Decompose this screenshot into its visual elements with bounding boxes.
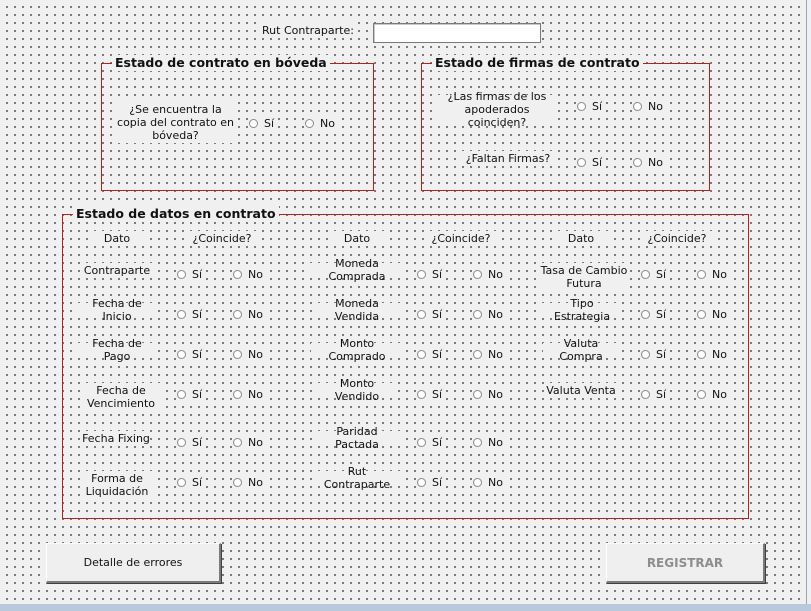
contract-data-title: Estado de datos en contrato <box>73 206 279 222</box>
radio-circle <box>233 310 242 319</box>
signatures-match-no-radio[interactable]: No <box>633 98 667 114</box>
row-yes-radio[interactable]: Sí <box>641 386 670 402</box>
row-no-radio[interactable]: No <box>233 434 267 450</box>
row-yes-radio[interactable]: Sí <box>641 266 670 282</box>
row-no-radio[interactable]: No <box>473 266 507 282</box>
row-no-radio[interactable]: No <box>473 434 507 450</box>
vault-status-title: Estado de contrato en bóveda <box>112 55 330 71</box>
row-yes-radio[interactable]: Sí <box>641 346 670 362</box>
radio-circle <box>473 350 482 359</box>
row-yes-radio[interactable]: Sí <box>417 474 446 490</box>
row-yes-radio[interactable]: Sí <box>417 346 446 362</box>
radio-circle <box>233 478 242 487</box>
error-details-button[interactable]: Detalle de errores <box>46 543 221 583</box>
radio-circle <box>641 350 650 359</box>
row-no-radio[interactable]: No <box>697 346 731 362</box>
field-label: Tipo Estrategia <box>542 303 622 317</box>
field-label: Forma de Liquidación <box>80 471 154 499</box>
radio-circle <box>641 310 650 319</box>
field-label: Fecha de Pago <box>78 343 156 357</box>
row-yes-radio[interactable]: Sí <box>177 434 206 450</box>
field-label: Tasa de Cambio Futura <box>540 264 628 290</box>
row-yes-radio[interactable]: Sí <box>417 266 446 282</box>
field-label: Moneda Comprada <box>309 263 405 277</box>
signatures-match-question: ¿Las firmas de los apoderados coinciden? <box>437 95 557 123</box>
radio-circle <box>177 270 186 279</box>
row-yes-radio[interactable]: Sí <box>641 306 670 322</box>
field-label: Valuta Venta <box>546 383 616 397</box>
col1-dato-header: Dato <box>90 231 144 245</box>
vault-no-radio[interactable]: No <box>305 115 339 131</box>
col1-coincide-header: ¿Coincide? <box>186 231 258 245</box>
radio-circle <box>473 438 482 447</box>
row-yes-radio[interactable]: Sí <box>177 346 206 362</box>
signatures-missing-question: ¿Faltan Firmas? <box>458 151 558 165</box>
rut-contraparte-input[interactable] <box>373 23 541 43</box>
radio-circle <box>697 270 706 279</box>
col2-dato-header: Dato <box>330 231 384 245</box>
field-label: Contraparte <box>80 263 154 277</box>
row-yes-radio[interactable]: Sí <box>177 306 206 322</box>
radio-circle <box>417 438 426 447</box>
window-bottom-bar <box>0 604 811 611</box>
row-yes-radio[interactable]: Sí <box>417 386 446 402</box>
vault-yes-radio[interactable]: Sí <box>249 115 278 131</box>
field-label: Rut Contraparte <box>314 471 400 485</box>
signatures-match-yes-radio[interactable]: Sí <box>577 98 606 114</box>
row-no-radio[interactable]: No <box>233 306 267 322</box>
row-yes-radio[interactable]: Sí <box>177 474 206 490</box>
radio-circle <box>697 310 706 319</box>
radio-circle <box>417 478 426 487</box>
radio-circle <box>233 270 242 279</box>
row-no-radio[interactable]: No <box>697 386 731 402</box>
radio-circle <box>697 390 706 399</box>
row-no-radio[interactable]: No <box>233 386 267 402</box>
radio-circle <box>177 390 186 399</box>
radio-circle <box>417 390 426 399</box>
radio-circle <box>233 438 242 447</box>
row-no-radio[interactable]: No <box>473 346 507 362</box>
row-yes-radio[interactable]: Sí <box>177 266 206 282</box>
radio-circle <box>473 270 482 279</box>
col2-coincide-header: ¿Coincide? <box>425 231 497 245</box>
row-no-radio[interactable]: No <box>473 474 507 490</box>
signatures-missing-no-radio[interactable]: No <box>633 154 667 170</box>
field-label: Fecha Fixing <box>82 431 150 445</box>
signatures-missing-yes-radio[interactable]: Sí <box>577 154 606 170</box>
radio-circle <box>233 390 242 399</box>
radio-circle <box>305 119 314 128</box>
row-yes-radio[interactable]: Sí <box>417 306 446 322</box>
row-no-radio[interactable]: No <box>473 386 507 402</box>
radio-circle <box>577 158 586 167</box>
radio-circle <box>177 438 186 447</box>
col3-coincide-header: ¿Coincide? <box>641 231 713 245</box>
radio-circle <box>249 119 258 128</box>
radio-circle <box>473 390 482 399</box>
radio-circle <box>177 350 186 359</box>
register-button[interactable]: REGISTRAR <box>606 543 765 583</box>
radio-circle <box>641 270 650 279</box>
field-label: Moneda Vendida <box>314 303 400 317</box>
row-no-radio[interactable]: No <box>233 266 267 282</box>
row-no-radio[interactable]: No <box>233 474 267 490</box>
row-no-radio[interactable]: No <box>697 266 731 282</box>
field-label: Monto Vendido <box>317 383 397 397</box>
radio-circle <box>417 310 426 319</box>
radio-circle <box>417 350 426 359</box>
radio-circle <box>641 390 650 399</box>
field-label: Paridad Pactada <box>314 431 400 445</box>
rut-contraparte-label: Rut Contraparte: <box>262 23 354 37</box>
radio-circle <box>177 478 186 487</box>
contract-data-frame <box>62 206 749 519</box>
signatures-status-title: Estado de firmas de contrato <box>432 55 643 71</box>
radio-circle <box>233 350 242 359</box>
radio-circle <box>473 478 482 487</box>
radio-circle <box>473 310 482 319</box>
field-label: Fecha de Vencimiento <box>80 383 162 411</box>
radio-circle <box>417 270 426 279</box>
window-right-edge <box>806 0 811 604</box>
vault-question-label: ¿Se encuentra la copia del contrato en bóveda? <box>114 101 237 143</box>
radio-circle <box>633 102 642 111</box>
row-no-radio[interactable]: No <box>697 306 731 322</box>
field-label: Valuta Compra <box>543 343 619 357</box>
radio-circle <box>697 350 706 359</box>
row-no-radio[interactable]: No <box>473 306 507 322</box>
row-yes-radio[interactable]: Sí <box>417 434 446 450</box>
col3-dato-header: Dato <box>554 231 608 245</box>
radio-circle <box>577 102 586 111</box>
field-label: Monto Comprado <box>311 343 403 357</box>
row-yes-radio[interactable]: Sí <box>177 386 206 402</box>
radio-circle <box>633 158 642 167</box>
row-no-radio[interactable]: No <box>233 346 267 362</box>
field-label: Fecha de Inicio <box>78 303 156 317</box>
radio-circle <box>177 310 186 319</box>
